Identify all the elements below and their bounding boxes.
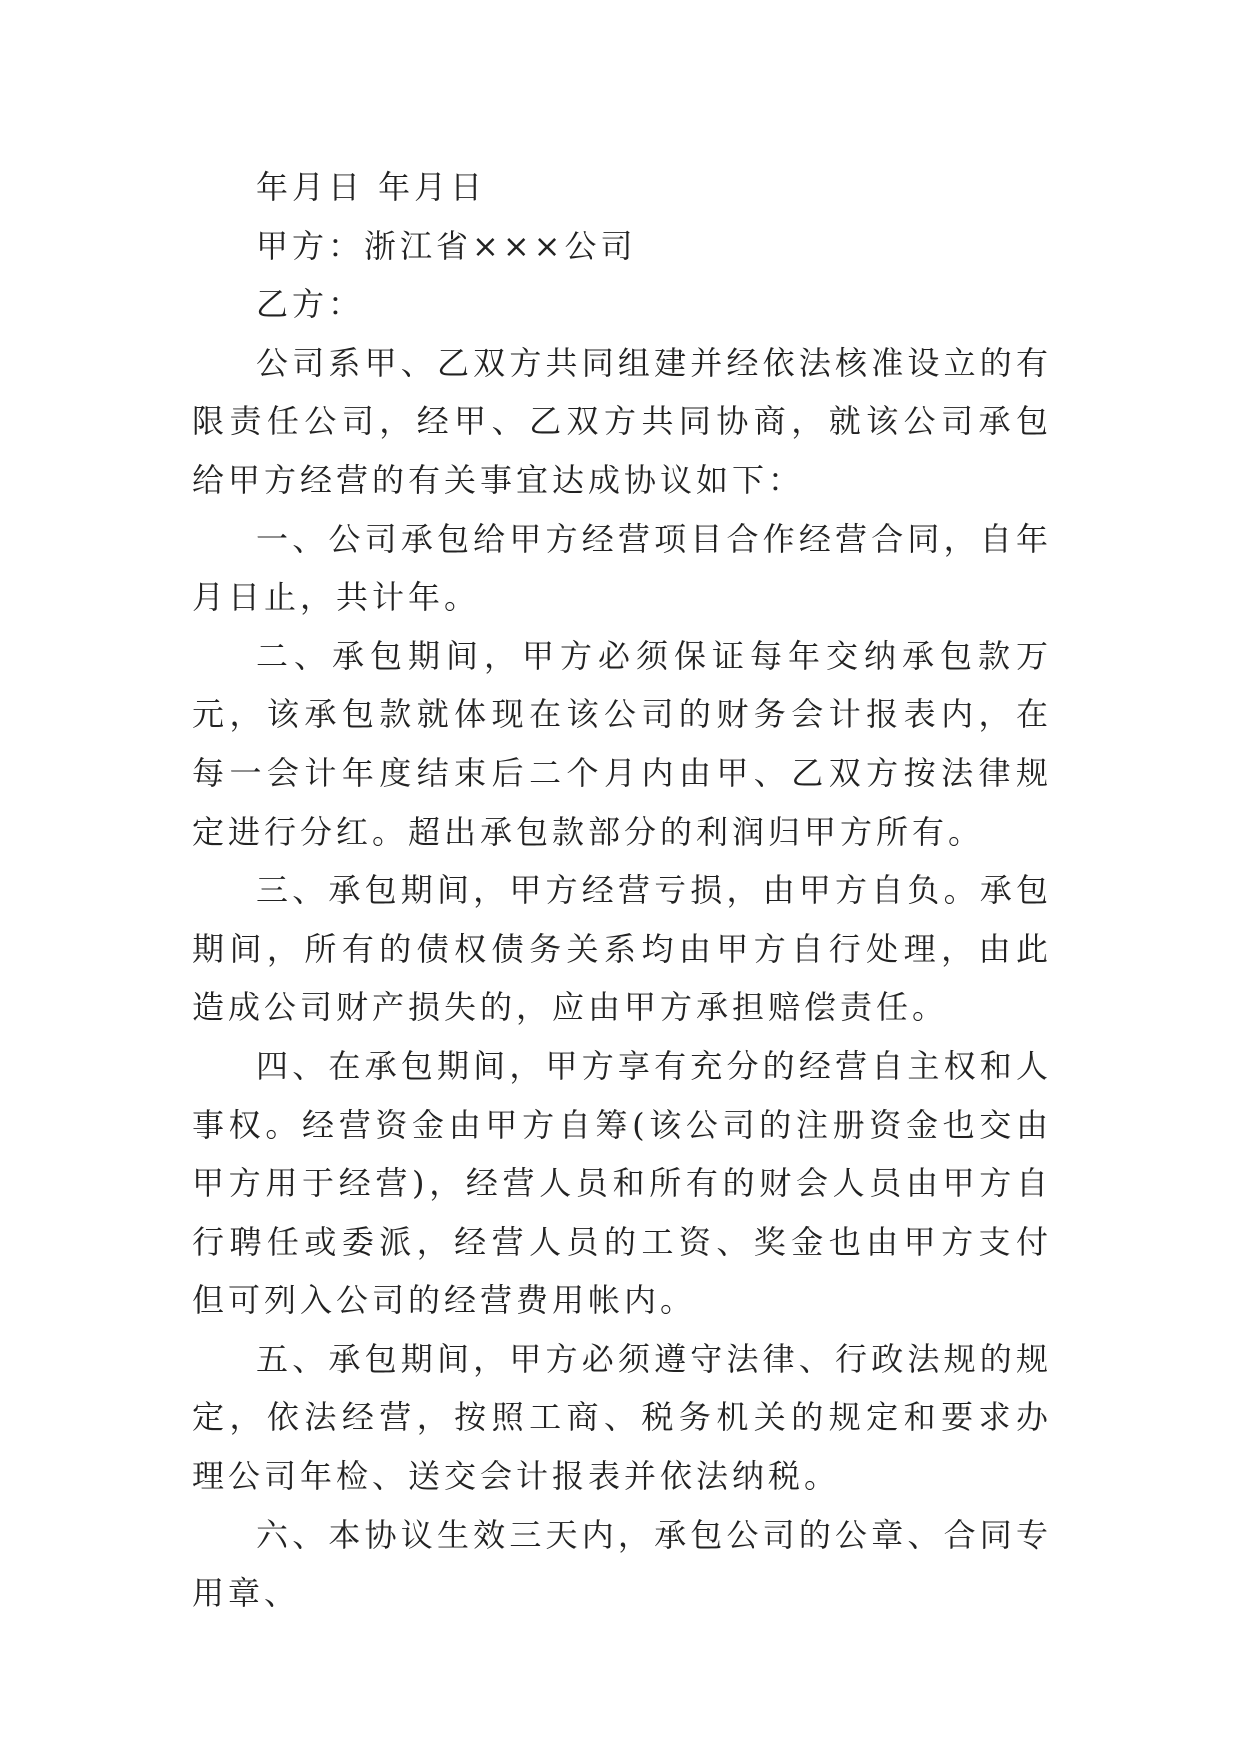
document-body (192, 158, 1052, 1623)
clause-1: 一、公司承包给甲方经营项目合作经营合同，自年月日止，共计年。 (192, 519, 1052, 617)
clause-3: 三、承包期间，甲方经营亏损，由甲方自负。承包期间，所有的债权债务关系均由甲方自行处理，由此造成公司财产损失的，应由甲方承担赔偿责任。 (192, 871, 1052, 1027)
party-a-line: 甲方：浙江省×××公司 (256, 226, 637, 265)
preamble-paragraph: 公司系甲、乙双方共同组建并经依法核准设立的有限责任公司，经甲、乙双方共同协商，就该公司承包给甲方经营的有关事宜达成协议如下： (192, 343, 1052, 499)
clause-4: 四、在承包期间，甲方享有充分的经营自主权和人事权。经营资金由甲方自筹(该公司的注册资金也交由甲方用于经营)，经营人员和所有的财会人员由甲方自行聘任或委派，经营人员的工资、奖金也由甲方支付但可列入公司的经营费用帐内。 (192, 1046, 1052, 1320)
date-line: 年月日 年月日 (256, 168, 487, 206)
clause-5: 五、承包期间，甲方必须遵守法律、行政法规的规定，依法经营，按照工商、税务机关的规定和要求办理公司年检、送交会计报表并依法纳税。 (192, 1339, 1052, 1496)
party-b-line: 乙方： (256, 285, 365, 324)
clause-2: 二、承包期间，甲方必须保证每年交纳承包款万元，该承包款就体现在该公司的财务会计报表内，在每一会计年度结束后二个月内由甲、乙双方按法律规定进行分红。超出承包款部分的利润归甲方所有。 (192, 636, 1052, 851)
clause-6: 六、本协议生效三天内，承包公司的公章、合同专用章、 (192, 1515, 1052, 1613)
